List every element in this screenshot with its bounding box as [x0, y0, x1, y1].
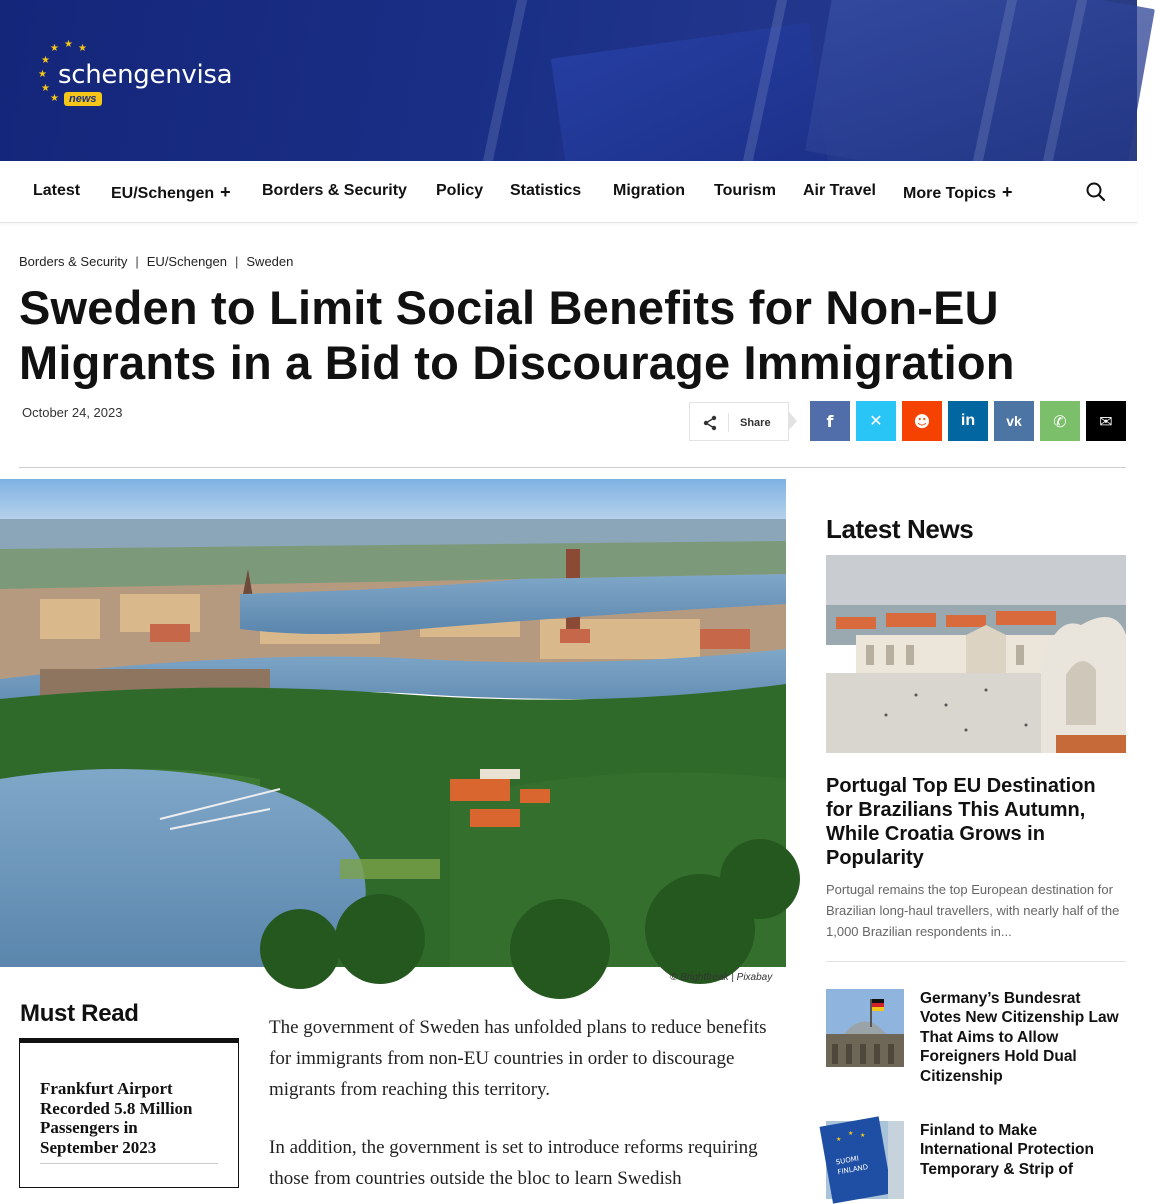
nav-item-migration[interactable] [613, 182, 685, 200]
search-icon[interactable] [1085, 181, 1107, 203]
news-thumbnail[interactable] [826, 989, 904, 1067]
nav-item-air-travel[interactable] [803, 182, 876, 200]
latest-news-heading: Latest News [826, 514, 974, 544]
nav-label: Policy [436, 182, 484, 199]
must-read-heading: Must Read [20, 1000, 139, 1027]
header-divider [19, 467, 1126, 468]
whatsapp-icon: ✆ [1053, 411, 1067, 431]
nav-item-policy[interactable] [436, 182, 483, 200]
header-banner [0, 0, 1137, 161]
news-thumbnail[interactable] [826, 1121, 904, 1199]
finland-border-sign-image [826, 1121, 904, 1199]
nav-label: Air Travel [803, 182, 876, 199]
news-item-title[interactable]: Germany’s Bundesrat Votes New Citizenship Law That Aims to Allow Foreigners Hold Dual Citizenship [920, 990, 1119, 1085]
nav-label: EU/Schengen [111, 185, 215, 202]
article-title: Sweden to Limit Social Benefits for Non-EU Migrants in a Bid to Discourage Immigration [19, 281, 1015, 389]
plus-icon: + [1002, 182, 1013, 202]
breadcrumb-separator: | [235, 254, 239, 269]
svg-text:SUOMI: SUOMI [835, 1154, 860, 1167]
article-paragraph: In addition, the government is set to introduce reforms requiring those from countries outside the bloc to learn Swedish [269, 1137, 758, 1189]
nav-label: Migration [613, 182, 685, 199]
breadcrumb [19, 254, 293, 269]
nav-item-borders-security[interactable] [262, 182, 407, 200]
featured-news-title[interactable]: Portugal Top EU Destination for Brazilians This Autumn, While Croatia Grows in Popularity [826, 775, 1096, 869]
facebook-icon: f [826, 411, 834, 431]
x-icon: ✕ [869, 413, 883, 430]
svg-text:★: ★ [848, 1131, 854, 1137]
article-paragraph: The government of Sweden has unfolded plans to reduce benefits for immigrants from non-EU countries in order to discourage migrants from reaching this territory. [269, 1017, 767, 1100]
nav-label: Tourism [714, 182, 776, 199]
linkedin-icon: in [960, 412, 976, 429]
logo-text: schengenvisa [58, 60, 233, 90]
vk-icon: vk [1006, 413, 1022, 429]
whatsapp-share-button[interactable] [1040, 401, 1080, 441]
star-circle-icon: ★ ★ ★ ★ ★ ★ ★ [38, 39, 87, 104]
lisbon-square-image [826, 555, 1126, 753]
svg-text:★: ★ [836, 1137, 842, 1143]
email-icon: ✉ [1099, 411, 1113, 431]
share-icon [702, 415, 718, 431]
nav-item-eu-schengen[interactable] [111, 182, 231, 203]
main-navigation [0, 161, 1137, 223]
article-date: October 24, 2023 [22, 405, 123, 420]
nav-item-more-topics[interactable] [903, 182, 1013, 203]
nav-label: More Topics [903, 185, 997, 202]
featured-news-image[interactable] [826, 555, 1126, 753]
featured-news-excerpt: Portugal remains the top European destination for Brazilian long-haul travellers, with nearly half of the 1,000 Brazilian respondents in... [826, 882, 1120, 939]
site-logo[interactable] [36, 40, 246, 110]
flagpole-decoration [483, 0, 527, 161]
news-item-title[interactable]: Finland to Make International Protection Temporary & Strip of [920, 1122, 1094, 1178]
breadcrumb-item-borders-security[interactable]: Borders & Security [19, 254, 128, 269]
breadcrumb-item-eu-schengen[interactable]: EU/Schengen [146, 254, 227, 269]
nav-label: Borders & Security [262, 182, 407, 199]
vk-share-button[interactable] [994, 401, 1034, 441]
must-read-item-link[interactable]: Frankfurt Airport Recorded 5.8 Million Passengers in September 2023 [40, 1079, 193, 1157]
stockholm-aerial-image [0, 479, 786, 967]
nav-item-statistics[interactable] [510, 182, 581, 200]
facebook-share-button[interactable] [810, 401, 850, 441]
email-share-button[interactable] [1086, 401, 1126, 441]
svg-text:★: ★ [860, 1133, 866, 1139]
nav-item-tourism[interactable] [714, 182, 776, 200]
article-hero-image [0, 479, 786, 967]
share-label: Share [740, 417, 771, 429]
x-share-button[interactable] [856, 401, 896, 441]
nav-item-latest[interactable] [33, 182, 80, 200]
reddit-icon: ☻ [913, 411, 931, 431]
nav-label: Statistics [510, 182, 582, 199]
share-divider [728, 413, 729, 432]
sidebar-divider [826, 961, 1126, 962]
linkedin-share-button[interactable] [948, 401, 988, 441]
image-credit: © Brightfreak | Pixabay [670, 972, 773, 983]
svg-text:FINLAND: FINLAND [836, 1163, 869, 1177]
plus-icon: + [220, 182, 231, 202]
reichstag-image [826, 989, 904, 1067]
logo-badge: news [64, 92, 102, 106]
nav-label: Latest [33, 182, 81, 199]
breadcrumb-separator: | [135, 254, 139, 269]
must-read-divider [40, 1163, 218, 1164]
share-arrow [789, 412, 797, 430]
reddit-share-button[interactable] [902, 401, 942, 441]
breadcrumb-item-sweden[interactable]: Sweden [246, 254, 294, 269]
share-button[interactable] [689, 402, 789, 441]
must-read-box [19, 1038, 239, 1188]
